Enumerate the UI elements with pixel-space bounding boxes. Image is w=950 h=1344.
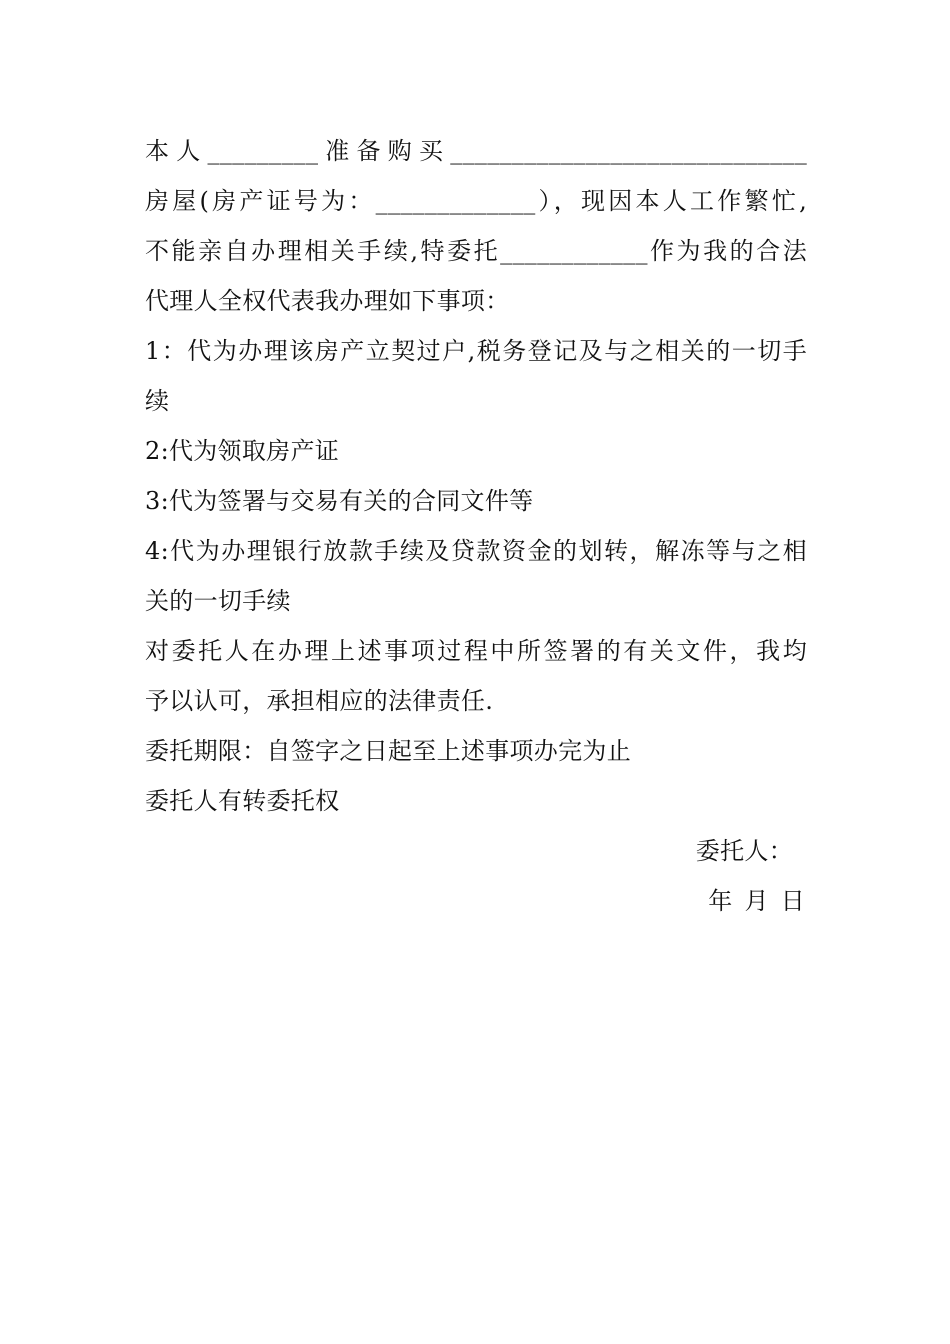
- text-line: 不能亲自办理相关手续,特委托____________作为我的合法: [145, 237, 807, 265]
- date-label: 年 月 日: [708, 887, 805, 915]
- text-line: 委托期限：自签字之日起至上述事项办完为止: [145, 737, 631, 765]
- text-line: 代理人全权代表我办理如下事项：: [145, 287, 510, 315]
- document-body: [145, 126, 807, 926]
- text-line: 本人_________准备购买_____________________________: [145, 137, 807, 165]
- text-line: 续: [145, 387, 170, 415]
- text-line: 1：代为办理该房产立契过户,税务登记及与之相关的一切手: [145, 337, 807, 365]
- signature-label: 委托人：: [695, 837, 793, 865]
- text-line: 3:代为签署与交易有关的合同文件等: [145, 487, 534, 515]
- text-line: 予以认可，承担相应的法律责任.: [145, 687, 494, 715]
- text-line: 4:代为办理银行放款手续及贷款资金的划转，解冻等与之相: [145, 537, 807, 565]
- text-line: 关的一切手续: [145, 587, 291, 615]
- text-line: 2:代为领取房产证: [145, 437, 340, 465]
- text-line: 对委托人在办理上述事项过程中所签署的有关文件，我均: [145, 637, 807, 665]
- text-line: 委托人有转委托权: [145, 787, 340, 815]
- text-line: 房屋(房产证号为：_____________），现因本人工作繁忙,: [145, 187, 807, 215]
